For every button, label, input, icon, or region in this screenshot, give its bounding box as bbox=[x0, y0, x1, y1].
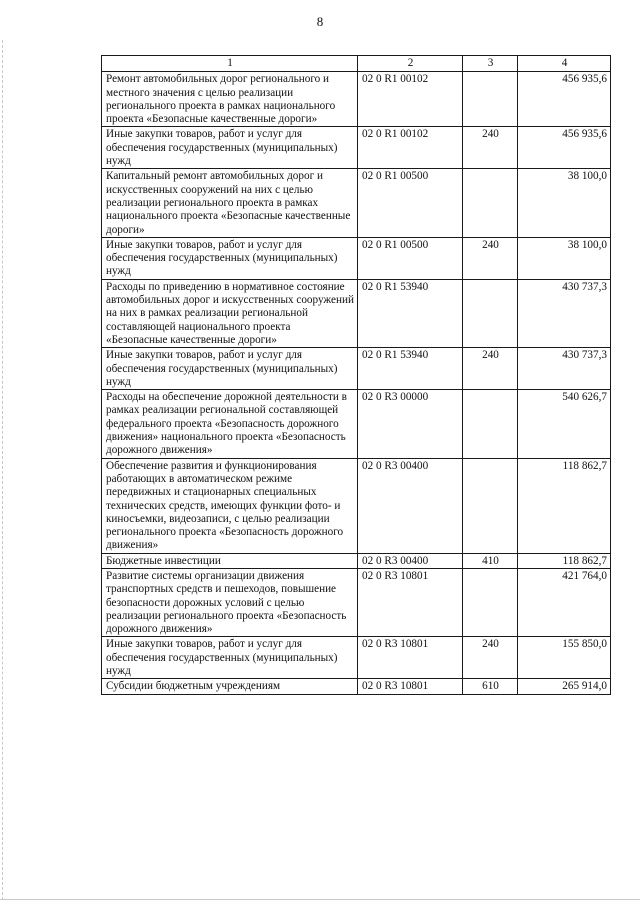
table-row bbox=[102, 72, 611, 127]
row-expense-type: 240 bbox=[463, 237, 518, 279]
column-header-amount: 4 bbox=[518, 56, 611, 72]
row-target-code: 02 0 R3 10801 bbox=[358, 637, 463, 679]
row-amount: 540 626,7 bbox=[518, 390, 611, 458]
table-row bbox=[102, 127, 611, 169]
row-expense-type: 410 bbox=[463, 553, 518, 568]
row-expense-type bbox=[463, 458, 518, 553]
table-header-row bbox=[102, 56, 611, 72]
scan-bottom-edge bbox=[0, 899, 640, 900]
table-row bbox=[102, 279, 611, 347]
row-expense-type: 240 bbox=[463, 637, 518, 679]
row-target-code: 02 0 R3 10801 bbox=[358, 679, 463, 694]
row-description: Расходы на обеспечение дорожной деятельности в рамках реализации региональной составляющей федерального проекта «Безопасность дорожного движения» национального проекта «Безопасность дорожного движения» bbox=[102, 390, 358, 458]
row-target-code: 02 0 R1 53940 bbox=[358, 279, 463, 347]
row-description: Обеспечение развития и функционирования работающих в автоматическом режиме передвижных и стационарных специальных технических средств, имеющих функции фото- и киносъемки, видеозаписи, с целью реализации регионального проекта «Безопасность дорожного движения» bbox=[102, 458, 358, 553]
row-expense-type bbox=[463, 390, 518, 458]
row-target-code: 02 0 R3 00000 bbox=[358, 390, 463, 458]
row-amount: 430 737,3 bbox=[518, 348, 611, 390]
row-target-code: 02 0 R1 00500 bbox=[358, 169, 463, 237]
table-row bbox=[102, 390, 611, 458]
row-amount: 265 914,0 bbox=[518, 679, 611, 694]
table-row bbox=[102, 169, 611, 237]
row-description: Капитальный ремонт автомобильных дорог и искусственных сооружений на них с целью реализации регионального проекта в рамках национального проекта «Безопасные качественные дороги» bbox=[102, 169, 358, 237]
row-description: Бюджетные инвестиции bbox=[102, 553, 358, 568]
row-target-code: 02 0 R1 00102 bbox=[358, 127, 463, 169]
table-row bbox=[102, 679, 611, 694]
row-amount: 456 935,6 bbox=[518, 72, 611, 127]
column-header-type: 3 bbox=[463, 56, 518, 72]
row-amount: 456 935,6 bbox=[518, 127, 611, 169]
table-row bbox=[102, 553, 611, 568]
row-description: Иные закупки товаров, работ и услуг для обеспечения государственных (муниципальных) нужд bbox=[102, 637, 358, 679]
row-amount: 421 764,0 bbox=[518, 568, 611, 636]
row-target-code: 02 0 R1 00102 bbox=[358, 72, 463, 127]
row-expense-type: 240 bbox=[463, 348, 518, 390]
row-expense-type bbox=[463, 279, 518, 347]
row-amount: 430 737,3 bbox=[518, 279, 611, 347]
row-amount: 38 100,0 bbox=[518, 169, 611, 237]
row-expense-type: 240 bbox=[463, 127, 518, 169]
row-expense-type bbox=[463, 72, 518, 127]
row-target-code: 02 0 R3 10801 bbox=[358, 568, 463, 636]
row-amount: 118 862,7 bbox=[518, 458, 611, 553]
budget-table bbox=[101, 55, 611, 695]
table-row bbox=[102, 458, 611, 553]
row-expense-type bbox=[463, 568, 518, 636]
table-row bbox=[102, 348, 611, 390]
scan-left-edge bbox=[2, 40, 3, 900]
row-description: Иные закупки товаров, работ и услуг для обеспечения государственных (муниципальных) нужд bbox=[102, 127, 358, 169]
row-description: Развитие системы организации движения транспортных средств и пешеходов, повышение безопасности дорожных условий с целью реализации регионального проекта «Безопасность дорожного движения» bbox=[102, 568, 358, 636]
row-description: Субсидии бюджетным учреждениям bbox=[102, 679, 358, 694]
row-target-code: 02 0 R1 53940 bbox=[358, 348, 463, 390]
column-header-name: 1 bbox=[102, 56, 358, 72]
table-row bbox=[102, 237, 611, 279]
row-description: Ремонт автомобильных дорог регионального и местного значения с целью реализации регионального проекта в рамках национального проекта «Безопасные качественные дороги» bbox=[102, 72, 358, 127]
row-description: Иные закупки товаров, работ и услуг для обеспечения государственных (муниципальных) нужд bbox=[102, 237, 358, 279]
row-description: Расходы по приведению в нормативное состояние автомобильных дорог и искусственных сооружений на них в рамках реализации региональной составляющей национального проекта «Безопасные качественные дороги» bbox=[102, 279, 358, 347]
page-number: 8 bbox=[316, 14, 324, 29]
row-expense-type: 610 bbox=[463, 679, 518, 694]
row-target-code: 02 0 R1 00500 bbox=[358, 237, 463, 279]
row-amount: 118 862,7 bbox=[518, 553, 611, 568]
row-amount: 155 850,0 bbox=[518, 637, 611, 679]
table-row bbox=[102, 568, 611, 636]
column-header-code: 2 bbox=[358, 56, 463, 72]
table-row bbox=[102, 637, 611, 679]
row-expense-type bbox=[463, 169, 518, 237]
row-amount: 38 100,0 bbox=[518, 237, 611, 279]
row-target-code: 02 0 R3 00400 bbox=[358, 553, 463, 568]
row-description: Иные закупки товаров, работ и услуг для обеспечения государственных (муниципальных) нужд bbox=[102, 348, 358, 390]
row-target-code: 02 0 R3 00400 bbox=[358, 458, 463, 553]
